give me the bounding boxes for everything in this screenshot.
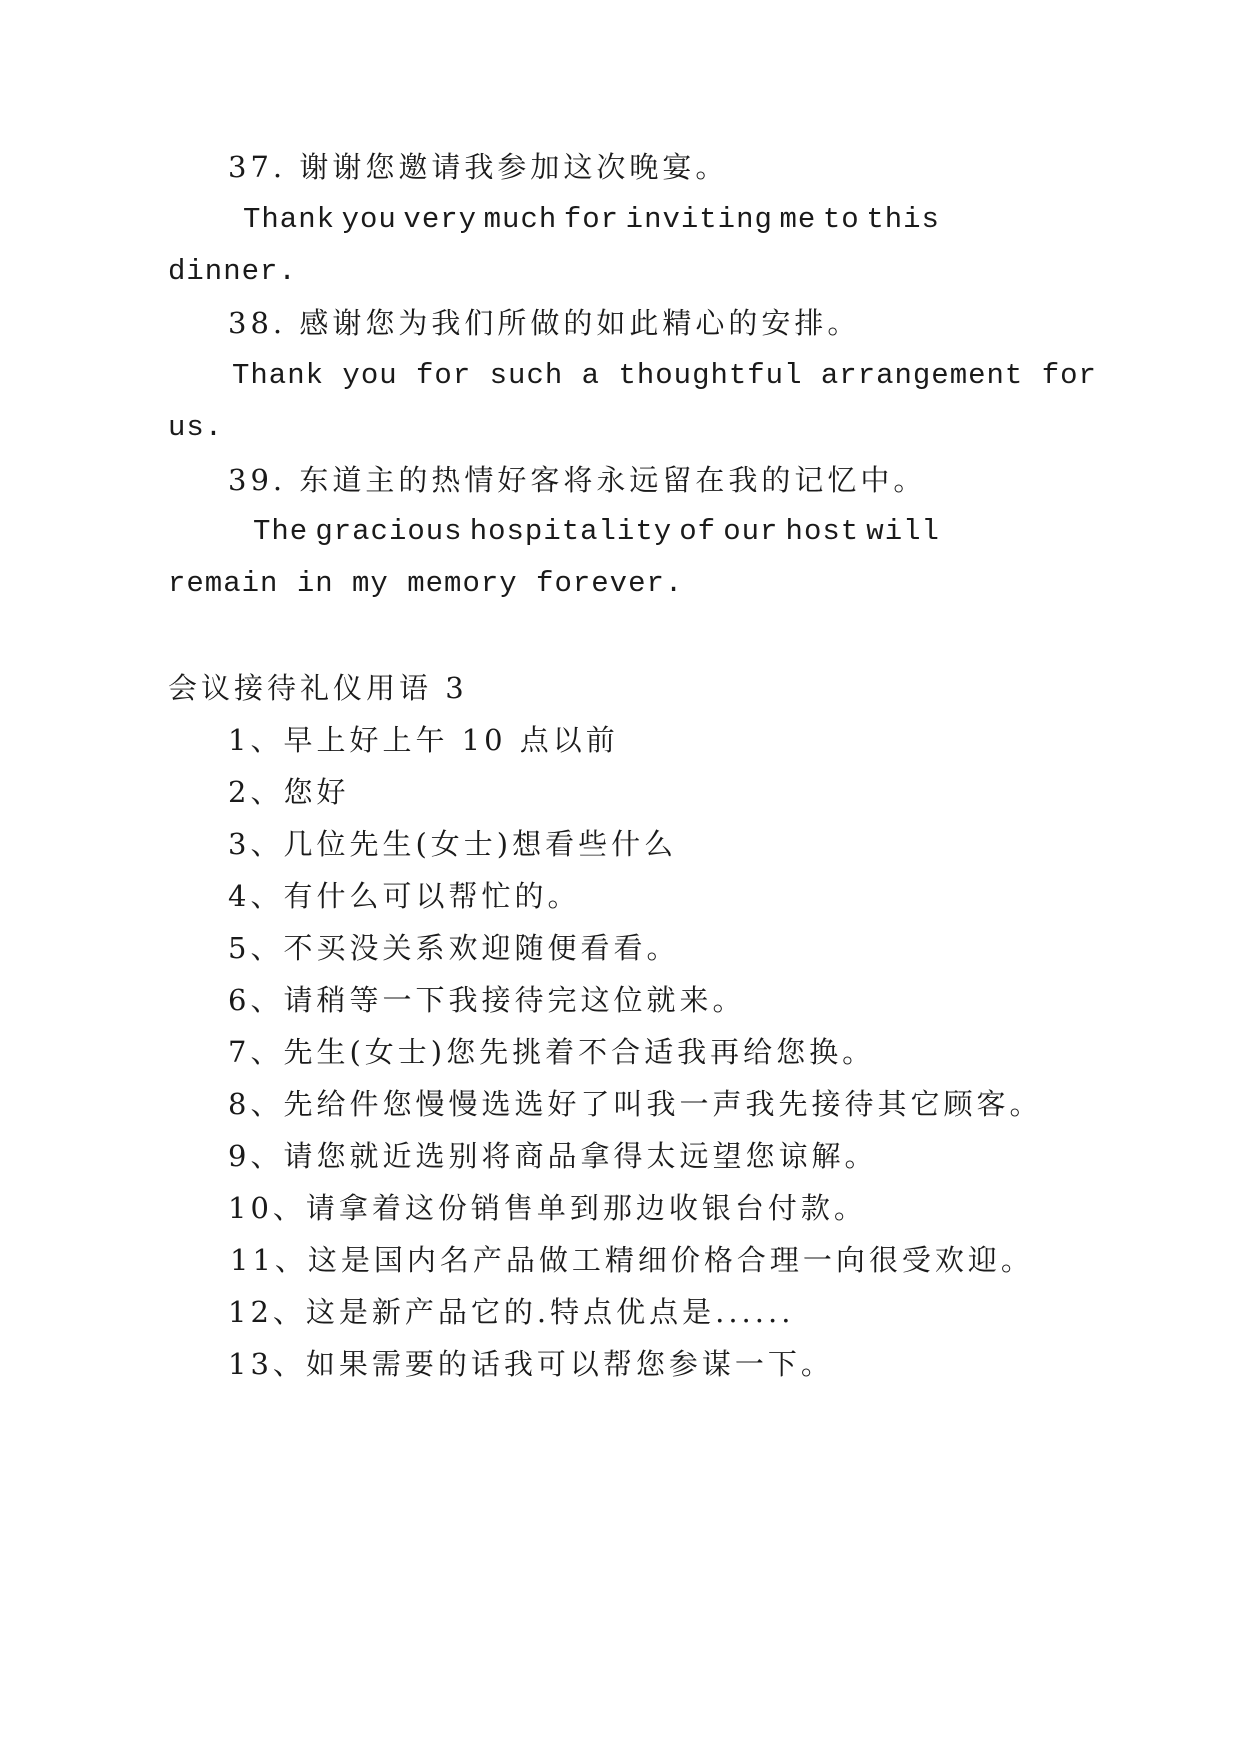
list-item: 6、请稍等一下我接待完这位就来。 [228, 983, 746, 1017]
list-item: 2、您好 [228, 775, 350, 809]
item-39-english-line-2: remain in my memory forever. [168, 567, 684, 600]
section-heading: 会议接待礼仪用语 3 [168, 671, 468, 705]
item-37-english-line-2: dinner. [168, 255, 297, 288]
word: hospitality [469, 515, 673, 548]
item-39-chinese: 39. 东道主的热情好客将永远留在我的记忆中。 [228, 463, 927, 497]
item-39-english-line-1 [253, 512, 940, 552]
item-38-english-line-1: Thank you for such a thoughtful arrangement for [232, 359, 1097, 392]
list-item: 5、不买没关系欢迎随便看看。 [228, 931, 680, 965]
list-item: 13、如果需要的话我可以帮您参谋一下。 [228, 1347, 834, 1381]
word: to [822, 203, 860, 236]
word: of [679, 515, 717, 548]
word: host [785, 515, 860, 548]
word: The [253, 515, 309, 548]
word: our [723, 515, 779, 548]
item-37-chinese: 37. 谢谢您邀请我参加这次晚宴。 [228, 150, 729, 184]
word: inviting [625, 203, 773, 236]
word: very [403, 203, 478, 236]
word: will [866, 515, 940, 548]
list-item: 10、请拿着这份销售单到那边收银台付款。 [228, 1191, 867, 1225]
list-item: 1、早上好上午 10 点以前 [228, 723, 619, 757]
list-item: 12、这是新产品它的.特点优点是...... [228, 1295, 795, 1329]
word: gracious [315, 515, 463, 548]
list-item: 8、先给件您慢慢选选好了叫我一声我先接待其它顾客。 [228, 1087, 1043, 1121]
list-item: 11、这是国内名产品做工精细价格合理一向很受欢迎。 [230, 1243, 1034, 1277]
word: for [563, 203, 620, 236]
word: Thank [243, 203, 336, 236]
word: this [866, 203, 940, 236]
item-37-english-line-1 [243, 200, 940, 240]
list-item: 7、先生(女士)您先挑着不合适我再给您换。 [228, 1035, 876, 1069]
word: you [341, 203, 397, 236]
item-38-chinese: 38. 感谢您为我们所做的如此精心的安排。 [228, 306, 861, 340]
item-38-english-line-2: us. [168, 411, 224, 444]
list-item: 3、几位先生(女士)想看些什么 [228, 827, 678, 861]
list-item: 4、有什么可以帮忙的。 [228, 879, 581, 913]
list-item: 9、请您就近选别将商品拿得太远望您谅解。 [228, 1139, 878, 1173]
word: much [483, 203, 558, 236]
word: me [779, 203, 817, 236]
